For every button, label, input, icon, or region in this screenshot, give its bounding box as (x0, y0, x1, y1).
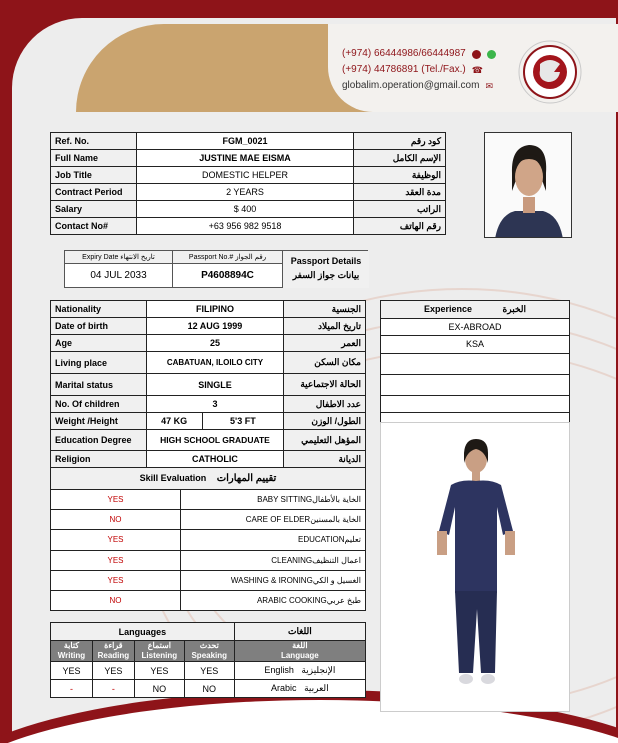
salary-value: $ 400 (136, 201, 353, 218)
col-ar: تحدث (199, 641, 219, 650)
religion-label-ar: الديانة (284, 451, 366, 468)
skill-value: NO (51, 590, 181, 610)
contact-block (342, 46, 496, 94)
col-speaking (184, 641, 234, 662)
lang-name-ar: الإنجليزية (301, 665, 336, 675)
mail-icon: ✉ (485, 81, 493, 91)
table-row (51, 430, 366, 451)
table-row (51, 623, 366, 641)
skills-header (51, 468, 366, 490)
experience-header (381, 301, 570, 319)
table-row (51, 396, 366, 413)
nationality-value: FILIPINO (146, 301, 283, 318)
religion-value: CATHOLIC (146, 451, 283, 468)
col-ar: استماع (147, 641, 171, 650)
skill-name: طبخ عربيARABIC COOKING (181, 590, 366, 610)
experience-title-en: Experience (424, 303, 473, 314)
table-row (381, 301, 570, 319)
table-row (51, 662, 366, 680)
col-en: Writing (57, 651, 86, 660)
table-row (51, 641, 366, 662)
skill-name: اعمال التنظيفCLEANING (181, 550, 366, 570)
dob-label-ar: تاريخ الميلاد (284, 318, 366, 335)
col-ar: كتابة (63, 641, 80, 650)
lang-listening: NO (134, 680, 184, 698)
table-row (381, 395, 570, 413)
table-row (51, 451, 366, 468)
email-address: globalim.operation@gmail.com (342, 80, 480, 91)
telephone-icon: ☎ (471, 65, 483, 75)
languages-table (50, 622, 366, 698)
phone-number-2: (+974) 44786891 (Tel./Fax.) (342, 64, 466, 75)
ref-label: Ref. No. (51, 133, 137, 150)
whatsapp-icon (487, 50, 496, 59)
full-name-label-ar: الإسم الكامل (354, 150, 446, 167)
education-label-ar: المؤهل التعليمي (284, 430, 366, 451)
skill-value: NO (51, 510, 181, 530)
passport-details (64, 250, 368, 288)
age-label-ar: العمر (284, 335, 366, 352)
experience-table (380, 300, 570, 431)
table-row (381, 374, 570, 395)
table-row (51, 318, 366, 335)
skill-name: تعليمEDUCATION (181, 530, 366, 550)
education-label: Education Degree (51, 430, 147, 451)
children-label-ar: عدد الاطفال (284, 396, 366, 413)
table-row (51, 413, 366, 430)
contract-label: Contract Period (51, 184, 137, 201)
passport-title (283, 251, 369, 288)
phone-row (342, 46, 496, 62)
table-row (51, 218, 446, 235)
profile-table (50, 132, 446, 235)
table-row (381, 318, 570, 336)
weight-height-label-ar: الطول/ الوزن (284, 413, 366, 430)
lang-reading: - (92, 680, 134, 698)
skills-table (50, 467, 366, 611)
living-label-ar: مكان السكن (284, 352, 366, 374)
table-row (51, 133, 446, 150)
experience-item (381, 353, 570, 374)
full-name-value: JUSTINE MAE EISMA (136, 150, 353, 167)
passport-title-en: Passport Details (290, 256, 362, 266)
lang-listening: YES (134, 662, 184, 680)
skill-value: YES (51, 530, 181, 550)
portrait-photo (484, 132, 572, 238)
salary-label: Salary (51, 201, 137, 218)
nationality-label-ar: الجنسية (284, 301, 366, 318)
table-row (51, 301, 366, 318)
table-row (51, 150, 446, 167)
salary-label-ar: الراتب (354, 201, 446, 218)
table-row (51, 374, 366, 396)
table-row (51, 335, 366, 352)
ref-label-ar: كود رقم (354, 133, 446, 150)
table-row (51, 510, 366, 530)
languages-title: Languages (51, 623, 235, 641)
weight-value: 47 KG (146, 413, 202, 430)
table-row (51, 680, 366, 698)
marital-label-ar: الحالة الاجتماعية (284, 374, 366, 396)
skill-value: YES (51, 570, 181, 590)
personal-table (50, 300, 366, 468)
age-value: 25 (146, 335, 283, 352)
languages-title-ar: اللغات (234, 623, 365, 641)
age-label: Age (51, 335, 147, 352)
lang-name-ar: العربية (304, 683, 329, 693)
skills-title: Skill Evaluation (139, 473, 207, 483)
col-language (234, 641, 365, 662)
expiry-header: Expiry Date تاريخ الانتهاء (65, 251, 173, 264)
nationality-label: Nationality (51, 301, 147, 318)
passport-number-value: P4608894C (173, 264, 283, 288)
col-writing (51, 641, 93, 662)
dob-label: Date of birth (51, 318, 147, 335)
lang-reading: YES (92, 662, 134, 680)
company-logo (512, 34, 588, 110)
skill-value: YES (51, 490, 181, 510)
lang-name (234, 680, 365, 698)
col-ar: قراءة (104, 641, 123, 650)
marital-value: SINGLE (146, 374, 283, 396)
table-row (51, 468, 366, 490)
expiry-value: 04 JUL 2033 (65, 264, 173, 288)
full-body-photo (380, 422, 570, 712)
marital-label: Marital status (51, 374, 147, 396)
experience-item (381, 395, 570, 413)
experience-title-ar: الخبرة (502, 303, 526, 314)
contract-value: 2 YEARS (136, 184, 353, 201)
lang-writing: YES (51, 662, 93, 680)
table-row (51, 184, 446, 201)
children-label: No. Of children (51, 396, 147, 413)
skill-name: الخاية بالمسنينCARE OF ELDER (181, 510, 366, 530)
living-value: CABATUAN, ILOILO CITY (146, 352, 283, 374)
passport-title-ar: بيانات جواز السفر (292, 270, 360, 280)
table-row (51, 550, 366, 570)
job-title-label-ar: الوظيفة (354, 167, 446, 184)
religion-label: Religion (51, 451, 147, 468)
living-label: Living place (51, 352, 147, 374)
table-row (51, 167, 446, 184)
col-en: Reading (97, 651, 130, 660)
contact-value: +63 956 982 9518 (136, 218, 353, 235)
education-value: HIGH SCHOOL GRADUATE (146, 430, 283, 451)
skill-value: YES (51, 550, 181, 570)
lang-name-en: English (264, 665, 294, 675)
height-value: 5'3 FT (202, 413, 284, 430)
col-en: Listening (141, 651, 178, 660)
dob-value: 12 AUG 1999 (146, 318, 283, 335)
contact-label-ar: رقم الهاتف (354, 218, 446, 235)
skill-name: الغسيل و الكيWASHING & IRONING (181, 570, 366, 590)
table-row (51, 570, 366, 590)
lang-speaking: YES (184, 662, 234, 680)
experience-item (381, 374, 570, 395)
job-title-value: DOMESTIC HELPER (136, 167, 353, 184)
col-ar: اللغة (292, 641, 308, 650)
experience-item: KSA (381, 336, 570, 354)
job-title-label: Job Title (51, 167, 137, 184)
children-value: 3 (146, 396, 283, 413)
col-en: Speaking (191, 651, 228, 660)
lang-name (234, 662, 365, 680)
passport-number-header: Passport No.# رقم الجواز (173, 251, 283, 264)
experience-item: EX-ABROAD (381, 318, 570, 336)
lang-name-en: Arabic (271, 683, 297, 693)
lang-writing: - (51, 680, 93, 698)
table-row (51, 201, 446, 218)
table-row (51, 590, 366, 610)
phone-icon (472, 50, 481, 59)
table-row (51, 530, 366, 550)
col-reading (92, 641, 134, 662)
skills-title-ar: تقييم المهارات (216, 473, 277, 484)
ref-value: FGM_0021 (136, 133, 353, 150)
table-row (381, 353, 570, 374)
col-en: Language (280, 651, 319, 660)
phone-number-1: (+974) 66444986/66444987 (342, 48, 466, 59)
skill-name: الخاية بالأطفالBABY SITTING (181, 490, 366, 510)
contact-label: Contact No# (51, 218, 137, 235)
table-row (51, 352, 366, 374)
full-name-label: Full Name (51, 150, 137, 167)
lang-speaking: NO (184, 680, 234, 698)
email-row (342, 78, 496, 94)
contract-label-ar: مدة العقد (354, 184, 446, 201)
weight-height-label: Weight /Height (51, 413, 147, 430)
table-row (51, 490, 366, 510)
col-listening (134, 641, 184, 662)
table-row (381, 336, 570, 354)
fax-row (342, 62, 496, 78)
